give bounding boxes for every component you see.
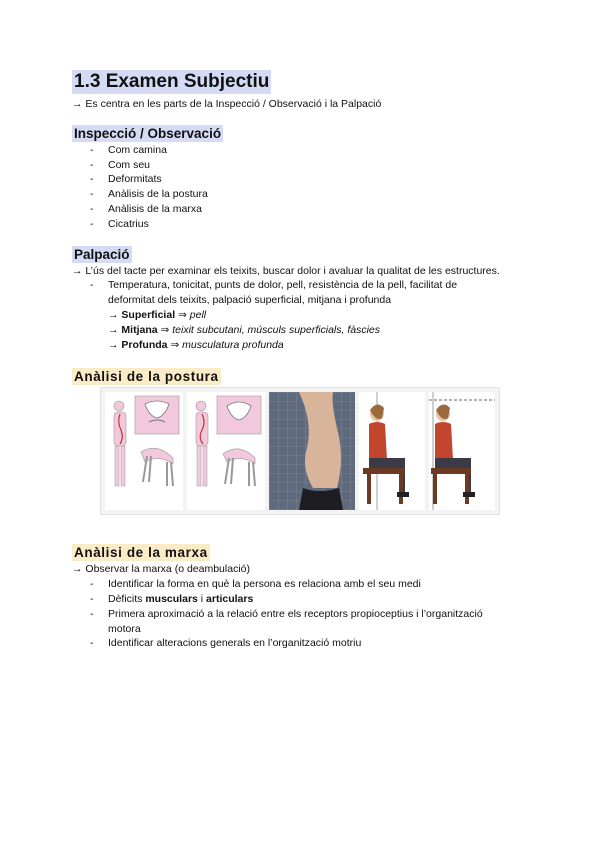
posture-back-photo [269, 392, 355, 510]
heading-inspeccio: Inspecció / Observació [74, 125, 222, 141]
marxa-intro: → Observar la marxa (o deambulació) [72, 563, 250, 576]
posture-seated-photo-2 [429, 392, 495, 510]
list-item: - Anàlisis de la postura [90, 188, 208, 201]
list-item: - Identificar la forma en què la persona es relaciona amb el seu medi [90, 578, 421, 591]
list-item: - Dèficits musculars i articulars [90, 592, 254, 605]
heading-palpacio: Palpació [74, 246, 130, 262]
level-mitjana: → Mitjana ⇒ teixit subcutani, músculs superficials, fàscies [108, 323, 380, 336]
list-item: - Cicatrius [90, 217, 149, 230]
posture-seated-photo-1 [359, 392, 425, 510]
level-profunda: → Profunda ⇒ musculatura profunda [108, 338, 284, 351]
marxa-item3-line2: motora [108, 622, 141, 635]
scoliosis-illustration-1 [105, 392, 183, 510]
page-title: 1.3 Examen Subjectiu [74, 71, 270, 92]
list-item: - Identificar alteracions generals en l’organització motriu [90, 637, 362, 650]
intro-text: → Es centra en les parts de la Inspecció / Observació i la Palpació [72, 98, 382, 110]
document-page [72, 70, 542, 651]
list-item: - Com seu [90, 158, 151, 171]
heading-marxa: Anàlisi de la marxa [74, 545, 208, 561]
inspeccio-list [72, 143, 542, 232]
list-item: - Primera aproximació a la relació entre els receptors propioceptius i l’organització [90, 607, 483, 620]
marxa-list [72, 577, 542, 621]
list-item: - Deformitats [90, 173, 162, 186]
list-item: - Com camina [90, 143, 167, 156]
list-item: - Temperatura, tonicitat, punts de dolor, pell, resistència de la pell, facilitat de [90, 279, 458, 292]
heading-postura: Anàlisi de la postura [74, 369, 219, 385]
postura-figure [100, 387, 500, 515]
palpacio-list [72, 278, 542, 293]
level-superficial: → Superficial ⇒ pell [108, 308, 207, 321]
scoliosis-illustration-2 [187, 392, 265, 510]
list-item: - Anàlisis de la marxa [90, 202, 202, 215]
palpacio-intro: → L’ús del tacte per examinar els teixits, buscar dolor i avaluar la qualitat de les estructures. [72, 264, 500, 277]
palpacio-line2: deformitat dels teixits, palpació superficial, mitjana i profunda [108, 294, 392, 307]
marxa-list-2 [72, 636, 542, 651]
